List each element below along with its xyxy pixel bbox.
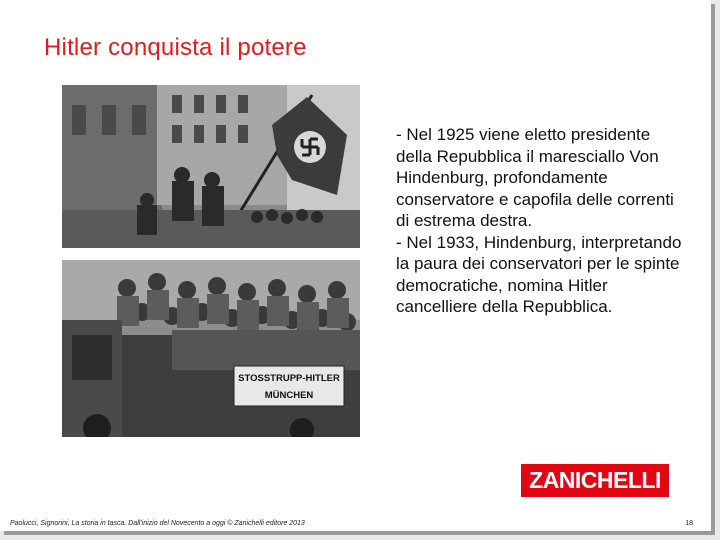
photo-stosstrupp-truck [62,260,360,437]
paragraph-hitler-1933: - Nel 1933, Hindenburg, interpretando la paura dei conservatori per le spinte democratiche, nomina Hitler cancelliere della Repubblica. [396,232,682,316]
photo-flag-rally [62,85,360,248]
slide-title: Hitler conquista il potere [44,34,307,61]
truck-banner-line1: STOSSTRUPP-HITLER [238,373,340,384]
footer-credits: Paolucci, Signorini, La storia in tasca. Dall'inizio del Novecento a oggi © Zanichelli editore 2013 [10,520,305,527]
body-text [396,124,686,318]
paragraph-hindenburg-1925: - Nel 1925 viene eletto presidente della Repubblica il maresciallo Von Hindenburg, profondamente conservatore e capofila delle correnti di estrema destra. [396,125,674,230]
page-number: 18 [685,520,693,527]
truck-banner-line2: MÜNCHEN [264,390,314,401]
zanichelli-logo: ZANICHELLI [521,464,669,497]
